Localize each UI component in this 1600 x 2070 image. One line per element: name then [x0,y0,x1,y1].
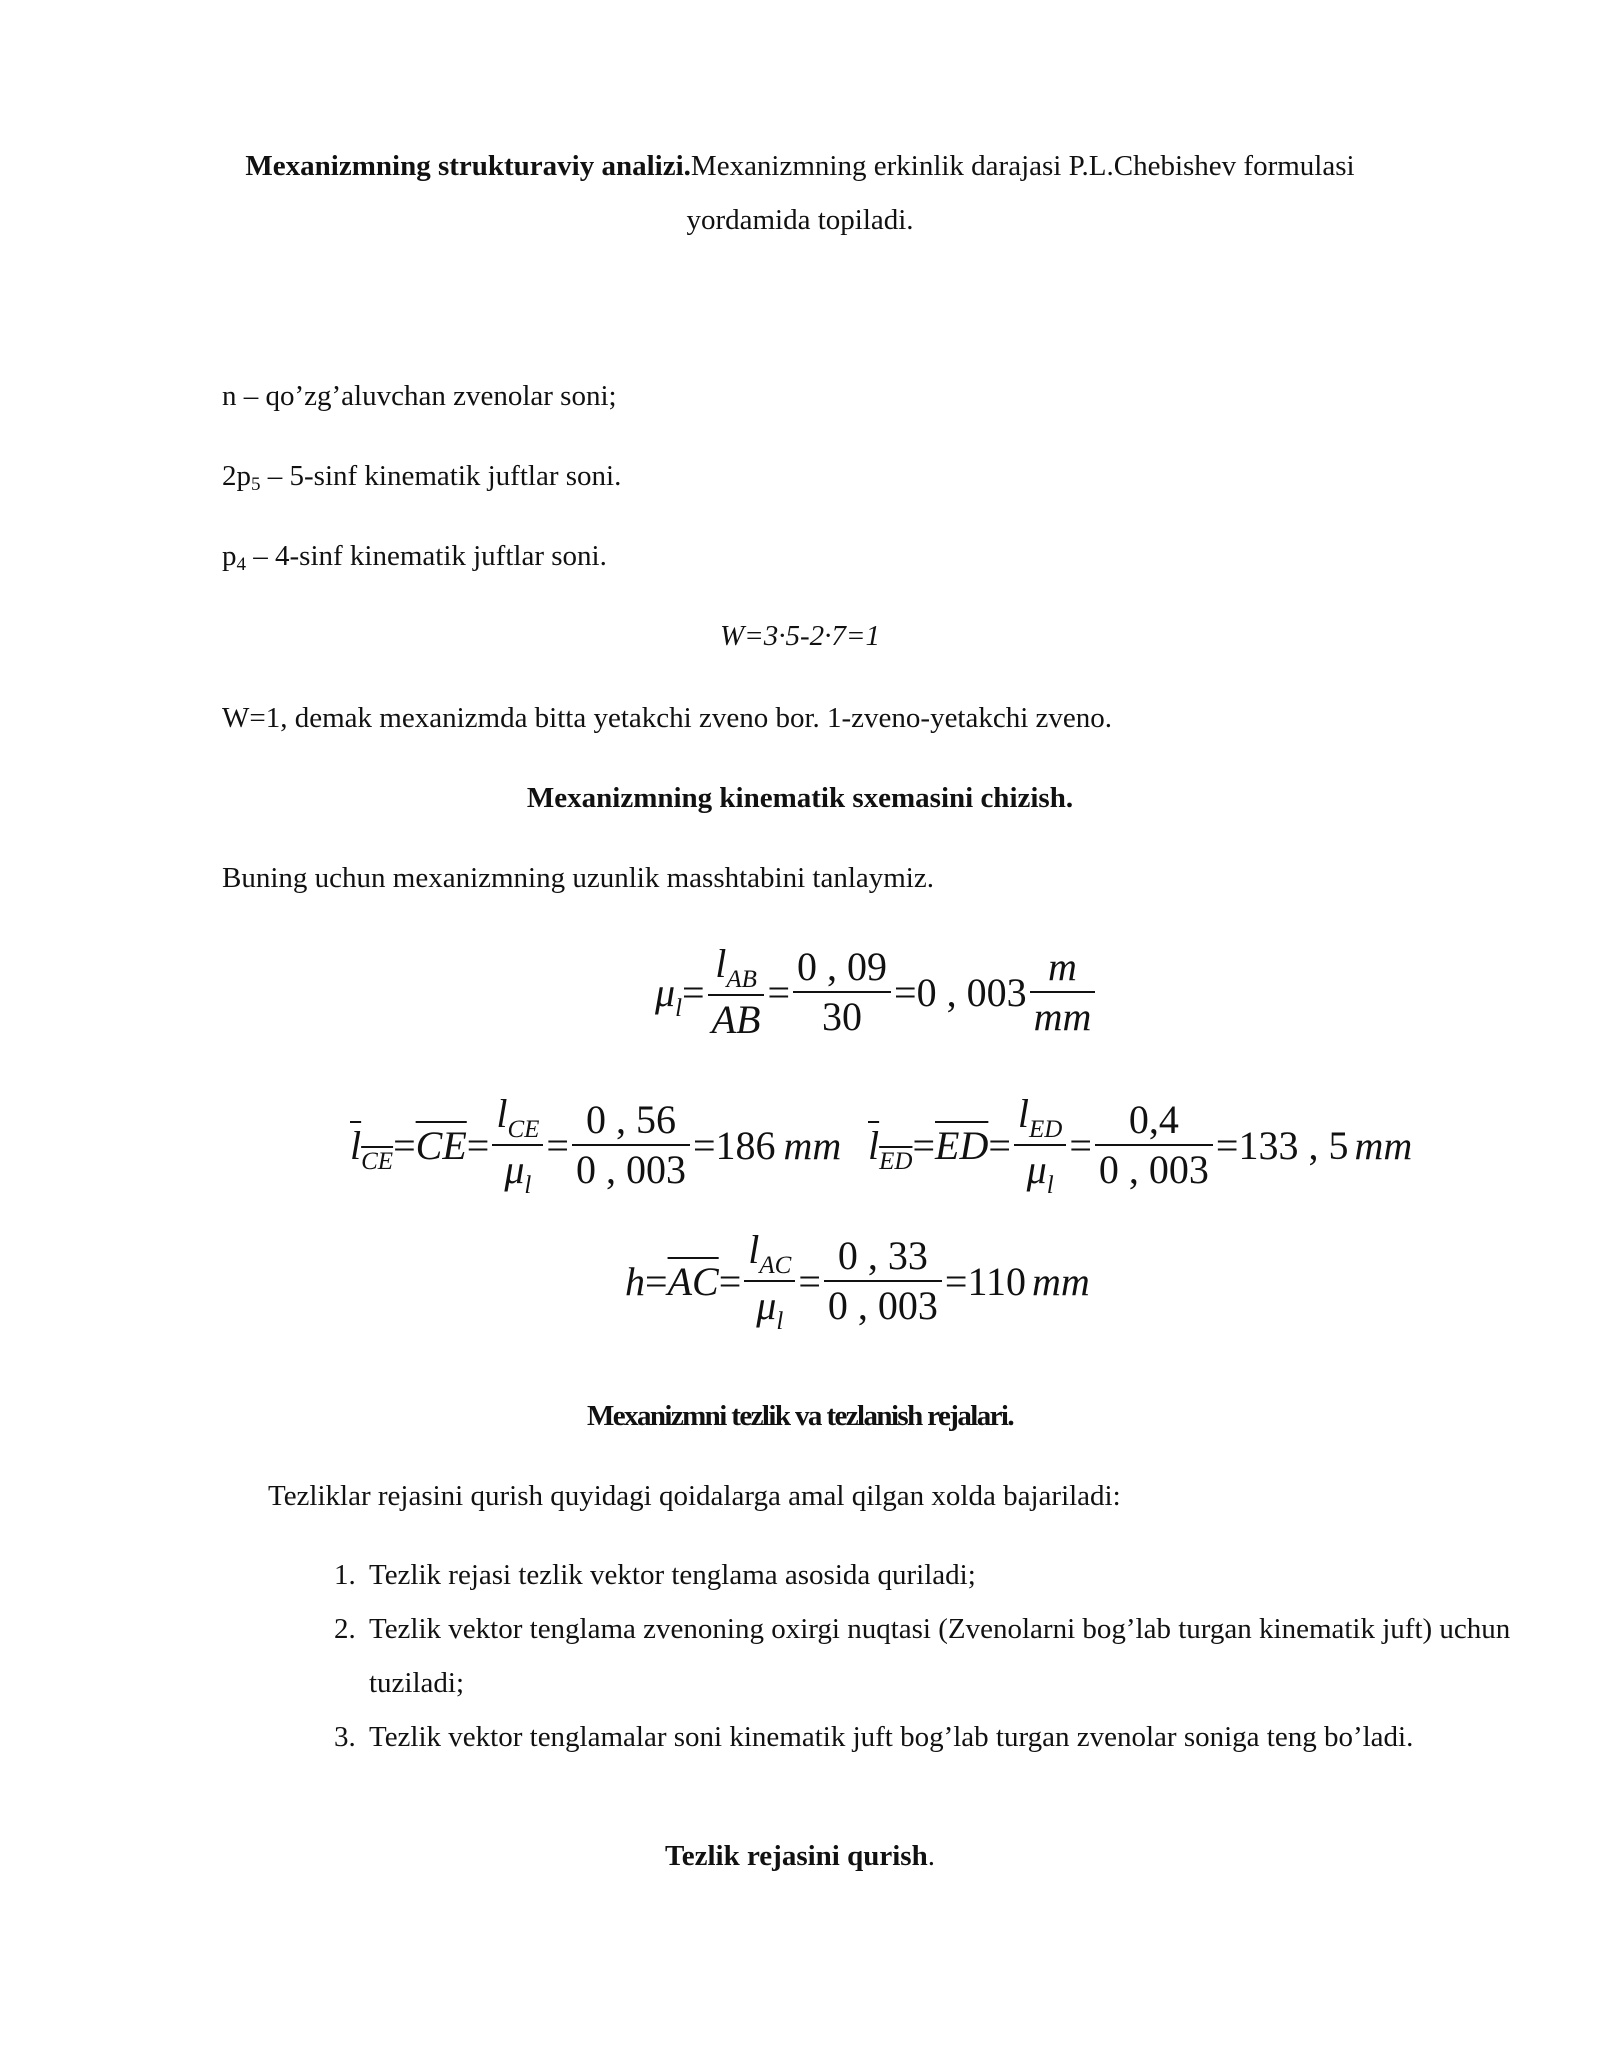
eq-ed-result: =133 , 5 [1215,1122,1349,1168]
equation-length-scale: $\mu_l=$ $\frac{l_{AB}}{AB}$ = $\frac{0 , 09}{30}$ =0 , 003 $\frac{m}{mm}$ [655,940,1098,1044]
eq-ce-result: =186 [692,1122,776,1168]
formula-w: W=3·5-2·7=1 [720,620,880,652]
eq-h-result: =110 [944,1258,1026,1304]
eq-ce-unit: mm [783,1122,842,1168]
section-velocity-plans-heading: Mexanizmni tezlik va tezlanish rejalari. [587,1400,1013,1432]
velocity-intro: Tezliklar rejasini qurish quyidagi qoidalarga amal qilgan xolda bajariladi: [268,1480,1121,1512]
eq-mu-den2: 30 [822,994,863,1039]
w-result-line: W=1, demak mexanizmda bitta yetakchi zveno bor. 1-zveno-yetakchi zveno. [222,702,1113,734]
def-p5-rest: – 5-sinf kinematik juftlar soni. [260,460,622,492]
def-p4 [222,538,607,574]
heading-rest: Mexanizmning erkinlik darajasi P.L.Chebishev formulasi [690,150,1355,182]
eq-mu-num2: 0 , 09 [793,943,891,993]
eq-ed-l-sub: ED [879,1147,913,1175]
eq-ed-num2: 0,4 [1095,1096,1213,1146]
heading-line-2: yordamida topiladi. [686,204,914,236]
equation-ce: $l_{CE}=\overline{CE}=$ $\frac{l_{CE}}{\mu_l}$ = $\frac{0 , 56}{0 , 003}$ =186 mm [350,1091,842,1199]
def-n: n – qo’zg’aluvchan zvenolar soni; [222,380,617,412]
eq-mu-den: AB [711,997,761,1042]
eq-h-unit: mm [1031,1258,1090,1304]
def-p5-prefix: 2p [222,460,251,492]
eq-h-symbol: h [625,1258,645,1304]
velocity-plan-heading-text: Tezlik rejasini qurish [665,1840,928,1872]
eq-h-den2: 0 , 003 [827,1283,938,1328]
def-p4-rest: – 4-sinf kinematik juftlar soni. [246,540,607,572]
eq-mu-unit-num: m [1030,943,1096,993]
eq-ed-den-mu: μ [1026,1147,1047,1192]
eq-h-segment: $\overline{AC}$ [667,1258,719,1304]
eq-mu-sub: l [675,994,683,1022]
list-item: 2. Tezlik vektor tenglama zvenoning oxirgi nuqtasi (Zvenolarni bog’lab turgan kinematik juft) uchun tuziladi; [363,1602,1513,1710]
eq-ce-segment: $\overline{CE}$ [415,1122,467,1168]
velocity-plan-heading-dot: . [927,1840,935,1872]
eq-h-num2: 0 , 33 [824,1232,942,1282]
eq-mu-unit-den: mm [1033,994,1092,1039]
eq-mu-symbol: μ [655,969,676,1015]
equation-ed: $l_{ED}=\overline{ED}=$ $\frac{l_{ED}}{\mu_l}$ = $\frac{0,4}{0 , 003}$ =133 , 5 mm [868,1091,1413,1199]
eq-ed-l: l [868,1122,880,1168]
eq-h-den-mu-sub: l [776,1308,784,1335]
scale-intro: Buning uchun mexanizmning uzunlik masshtabini tanlaymiz. [222,862,934,894]
eq-h-num-sub: AC [759,1252,792,1279]
eq-ce-num2: 0 , 56 [572,1096,690,1146]
eq-ed-den2: 0 , 003 [1098,1147,1209,1192]
eq-ed-den-mu-sub: l [1046,1172,1054,1199]
eq-mu-num-l: l [715,941,727,986]
eq-ed-num-sub: ED [1029,1116,1063,1143]
eq-ce-l-sub: CE [361,1147,394,1175]
eq-ce-den-mu: μ [504,1147,525,1192]
list-item: 3. Tezlik vektor tenglamalar soni kinematik juft bog’lab turgan zvenolar soniga teng bo’ladi. [363,1710,1513,1764]
velocity-plan-heading [0,1838,1600,1874]
eq-mu-num-sub: AB [726,966,757,993]
equation-h: $h=\overline{AC}=$ $\frac{l_{AC}}{\mu_l}$ = $\frac{0 , 33}{0 , 003}$ =110 mm [625,1227,1090,1335]
def-p5-sub: 5 [251,474,261,495]
eq-ce-den-mu-sub: l [524,1172,532,1199]
section-kinematic-scheme-heading: Mexanizmning kinematik sxemasini chizish. [526,782,1074,814]
list-item: 1. Tezlik rejasi tezlik vektor tenglama asosida quriladi; [363,1548,1513,1602]
eq-ed-num-l: l [1017,1091,1030,1136]
eq-ce-den2: 0 , 003 [575,1147,686,1192]
eq-ce-num-l: l [496,1091,508,1136]
eq-ed-unit: mm [1354,1122,1413,1168]
eq-mu-result: =0 , 003 [894,969,1027,1015]
eq-h-den-mu: μ [756,1283,777,1328]
def-p4-sub: 4 [236,554,246,575]
def-p5 [222,458,621,494]
section-structural-analysis-heading [0,148,1600,184]
eq-ed-segment: $\overline{ED}$ [935,1122,989,1168]
rules-list [308,1548,1513,1764]
def-p4-prefix: p [222,540,237,572]
eq-ce-l: l [350,1122,362,1168]
heading-bold: Mexanizmning strukturaviy analizi. [245,150,691,182]
eq-ce-num-sub: CE [507,1116,540,1143]
